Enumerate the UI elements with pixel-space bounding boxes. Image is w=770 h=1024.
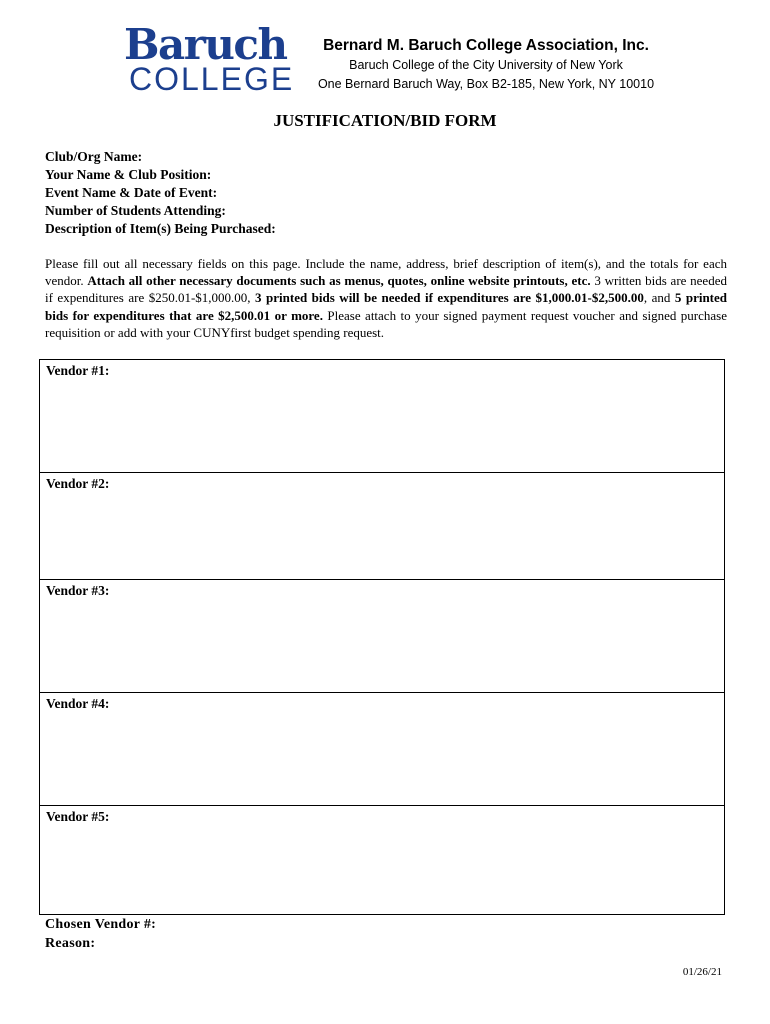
org-name: Bernard M. Baruch College Association, Inc. <box>323 37 649 54</box>
club-org-name-field[interactable]: Club/Org Name: <box>45 149 143 164</box>
items-description-field[interactable]: Description of Item(s) Being Purchased: <box>45 221 276 236</box>
name-position-field[interactable]: Your Name & Club Position: <box>45 167 212 182</box>
chosen-vendor-section <box>45 915 156 953</box>
vendor-4-box[interactable] <box>40 693 724 806</box>
org-address: One Bernard Baruch Way, Box B2-185, New York, NY 10010 <box>317 77 655 91</box>
logo-college-text: COLLEGE <box>129 61 295 97</box>
instructions-bold-2: 3 printed bids will be needed if expenditures are $1,000.01-$2,500.00 <box>255 290 644 306</box>
logo-baruch-text: Baruch <box>124 20 287 69</box>
revision-date: 01/26/21 <box>682 966 722 978</box>
vendor-2-label: Vendor #2: <box>46 476 110 491</box>
baruch-college-logo <box>124 20 295 97</box>
vendor-5-label: Vendor #5: <box>46 809 110 824</box>
vendor-3-box[interactable] <box>40 580 724 693</box>
instructions-text-4: Please attach to your signed payment request voucher and signed purchase requisition or add with your CUNYfirst budget spending request. <box>45 307 727 340</box>
instructions-text-3: , and <box>643 290 675 306</box>
org-subtitle: Baruch College of the City University of New York <box>349 58 623 72</box>
vendor-3-label: Vendor #3: <box>46 583 110 598</box>
event-name-date-field[interactable]: Event Name & Date of Event: <box>45 185 218 200</box>
instructions-text-2: 3 written bids are needed if expenditures are $250.01-$1,000.00, <box>45 273 727 306</box>
reason-field[interactable]: Reason: <box>45 936 96 951</box>
vendor-table <box>39 359 725 915</box>
form-title: JUSTIFICATION/BID FORM <box>273 111 497 130</box>
instructions-bold-3: 5 printed bids for expenditures that are $2,500.01 or more. <box>45 290 728 323</box>
chosen-vendor-field[interactable]: Chosen Vendor #: <box>45 917 157 932</box>
vendor-5-box[interactable] <box>40 806 724 914</box>
vendor-4-label: Vendor #4: <box>46 696 110 711</box>
vendor-2-box[interactable] <box>40 473 724 580</box>
form-fields <box>45 148 276 238</box>
organization-header <box>296 36 676 94</box>
vendor-1-label: Vendor #1: <box>46 363 110 378</box>
students-attending-field[interactable]: Number of Students Attending: <box>45 203 226 218</box>
vendor-1-box[interactable] <box>40 360 724 473</box>
instructions-text-1: Please fill out all necessary fields on this page. Include the name, address, brief description of item(s), and the totals for each vendor. <box>45 256 727 289</box>
instructions-paragraph <box>45 255 727 341</box>
instructions-bold-1: Attach all other necessary documents such as menus, quotes, online website printouts, etc. <box>87 273 591 289</box>
